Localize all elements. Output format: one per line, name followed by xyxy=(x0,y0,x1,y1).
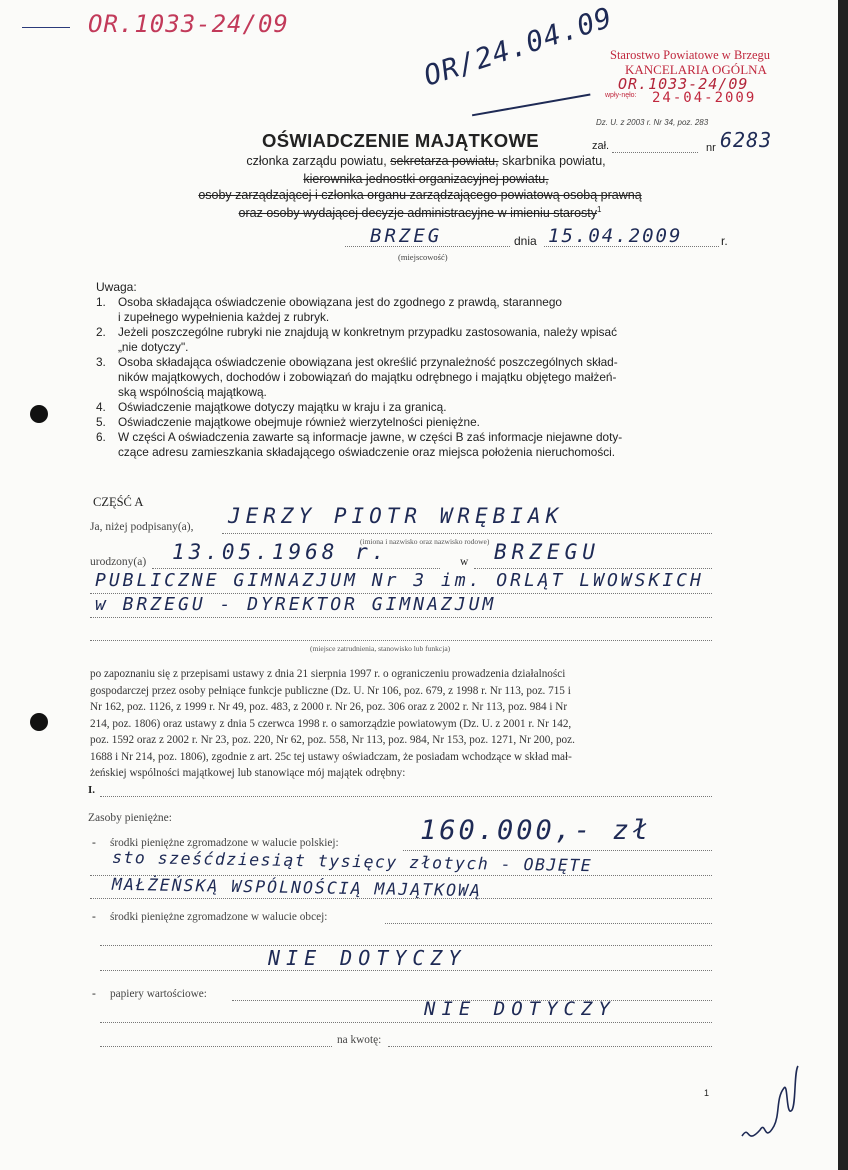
subtitle-sekretarz: sekretarza powiatu, xyxy=(390,154,499,168)
paragraph-line: gospodarczej przez osoby pełniące funkcje publiczne (Dz. U. Nr 106, poz. 679, z 1998 r. Nr 113, poz. 715 i xyxy=(90,684,571,697)
legal-reference: Dz. U. z 2003 r. Nr 34, poz. 283 xyxy=(596,118,709,127)
section-roman: I. xyxy=(88,784,96,796)
footnote-mark: 1 xyxy=(597,205,602,214)
document-title: OŚWIADCZENIE MAJĄTKOWE xyxy=(262,130,539,151)
nr-label: nr xyxy=(706,142,716,154)
note-line: Osoba składająca oświadczenie obowiązana jest określić przynależność poszczególnych skład- xyxy=(118,355,618,369)
scan-edge xyxy=(838,0,848,1170)
page-number: 1 xyxy=(704,1088,710,1098)
place-value: BRZEG xyxy=(370,225,443,247)
paragraph-line: 214, poz. 1806) oraz ustawy z dnia 5 czerwca 1998 r. o samorządzie powiatowym (Dz. U. z 2001 r. Nr 142, xyxy=(90,717,572,730)
securities-label: papiery wartościowe: xyxy=(110,988,207,1000)
note-line: W części A oświadczenia zawarte są informacje jawne, w części B zaś informacje niejawne doty- xyxy=(118,430,623,444)
nr-value: 6283 xyxy=(720,128,773,152)
dnia-label: dnia xyxy=(514,234,537,248)
note-item xyxy=(96,400,736,415)
note-line: ników majątkowych, dochodów i zobowiązań do majątku odrębnego i majątku objętego małżeń- xyxy=(118,370,617,384)
subtitle-zarzad: członka zarządu powiatu, xyxy=(246,154,387,168)
paragraph-line: poz. 1592 oraz z 2002 r. Nr 23, poz. 220, Nr 62, poz. 558, Nr 113, poz. 984, Nr 153, poz. 1271, Nr 200, poz. xyxy=(90,734,575,746)
kwota-dots-left xyxy=(100,1046,332,1047)
paragraph-line: Nr 162, poz. 1126, z 1999 r. Nr 49, poz. 483, z 2000 r. Nr 26, poz. 306 oraz z 2002 r. Nr 113, poz. 984 i Nr xyxy=(90,701,568,713)
notes-list xyxy=(96,295,736,460)
securities-dots xyxy=(100,1022,712,1023)
born-label: urodzony(a) xyxy=(90,556,147,568)
note-number: 3. xyxy=(96,355,106,369)
note-line: „nie dotyczy". xyxy=(118,340,189,354)
ja-label: Ja, niżej podpisany(a), xyxy=(90,521,194,533)
stamp-office: Starostwo Powiatowe w Brzegu xyxy=(610,48,771,62)
note-item xyxy=(96,430,736,460)
paragraph-line: po zapoznaniu się z przepisami ustawy z dnia 21 sierpnia 1997 r. o ograniczeniu prowadzenia działalności xyxy=(90,668,566,680)
note-line: ską wspólnością majątkową. xyxy=(118,385,267,399)
note-line: Jeżeli poszczególne rubryki nie znajdują w konkretnym przypadku zastosowania, należy wpisać xyxy=(118,325,617,339)
employment-dots-3 xyxy=(90,640,712,641)
note-line: Oświadczenie majątkowe dotyczy majątku w kraju i za granicą. xyxy=(118,400,447,414)
paragraph-line: żeńskiej wspólności majątkowej lub stanowiące mój majątek odrębny: xyxy=(90,767,406,779)
subtitle-starosta-text: oraz osoby wydającej decyzje administracyjne w imieniu starosty xyxy=(238,206,598,221)
note-item xyxy=(96,355,736,400)
note-number: 5. xyxy=(96,415,106,429)
stamp-received-label: wpły-nęło: xyxy=(605,92,637,99)
note-number: 2. xyxy=(96,325,106,339)
foreign-label: środki pieniężne zgromadzone w walucie obcej: xyxy=(110,911,328,923)
zasoby-label: Zasoby pieniężne: xyxy=(88,812,172,824)
signature-scribble xyxy=(736,1058,806,1148)
note-item xyxy=(96,295,736,325)
paragraph-line: 1688 i Nr 214, poz. 1806), zgodnie z art. 25c tej ustawy oświadczam, że posiadam wchodzące w skład mał- xyxy=(90,750,572,763)
subtitle xyxy=(186,152,666,188)
pln-line xyxy=(403,850,712,851)
foreign-dots-2 xyxy=(100,970,712,971)
name-caption: (imiona i nazwisko oraz nazwisko rodowe) xyxy=(360,537,490,546)
note-line: i zupełnego wypełnienia każdej z rubryk. xyxy=(118,310,330,324)
dash: - xyxy=(92,911,96,923)
place-caption: (miejscowość) xyxy=(398,252,448,262)
date-suffix: r. xyxy=(721,234,728,248)
foreign-line xyxy=(385,923,712,924)
note-number: 6. xyxy=(96,430,106,444)
registry-stamp xyxy=(600,48,805,113)
pln-dots-2 xyxy=(90,898,712,899)
zal-label: zał. xyxy=(592,140,610,152)
part-a-heading: CZĘŚĆ A xyxy=(93,495,144,509)
w-label: w xyxy=(460,556,469,568)
dash: - xyxy=(92,988,96,1000)
note-number: 4. xyxy=(96,400,106,414)
na-kwote-label: na kwotę: xyxy=(337,1034,382,1046)
kwota-dots-right xyxy=(388,1046,712,1047)
born-date-line xyxy=(152,568,440,569)
note-item xyxy=(96,415,736,430)
note-line: czące adresu zamieszkania składającego oświadczenie oraz miejsca położenia nieruchomości. xyxy=(118,445,616,459)
ref-line xyxy=(22,27,70,28)
name-line xyxy=(222,533,712,534)
section-dots xyxy=(100,796,712,797)
pln-words-1: sto sześćdziesiąt tysięcy złotych - OBJĘTE xyxy=(111,847,593,876)
note-item xyxy=(96,325,736,355)
subtitle-starosta xyxy=(150,205,690,220)
employment-caption: (miejsce zatrudnienia, stanowisko lub funkcja) xyxy=(310,644,451,653)
note-number: 1. xyxy=(96,295,106,309)
subtitle-osoby: osoby zarządzającej i członka organu zarządzającego powiatową osobą prawną xyxy=(198,188,642,202)
employment-line-2: w BRZEGU - DYREKTOR GIMNAZJUM xyxy=(95,594,497,615)
date-value: 15.04.2009 xyxy=(548,225,683,247)
born-date: 13.05.1968 r. xyxy=(172,540,389,564)
foreign-value: NIE DOTYCZY xyxy=(268,946,467,970)
uwaga-title: Uwaga: xyxy=(96,280,137,294)
note-line: Osoba składająca oświadczenie obowiązana jest do zgodnego z prawdą, starannego xyxy=(118,295,562,309)
signature-scribble xyxy=(470,80,591,117)
note-line: Oświadczenie majątkowe obejmuje również wierzytelności pieniężne. xyxy=(118,415,480,429)
subtitle-kierownik: kierownika jednostki organizacyjnej powiatu, xyxy=(303,172,549,186)
pln-words-2: MAŁŻEŃSKĄ WSPÓLNOŚCIĄ MAJĄTKOWĄ xyxy=(111,874,483,901)
top-reference: OR.1033-24/09 xyxy=(88,10,289,38)
pln-amount: 160.000,- zł xyxy=(420,815,652,846)
born-place: BRZEGU xyxy=(494,540,600,564)
securities-value: NIE DOTYCZY xyxy=(424,998,616,1020)
punch-hole xyxy=(30,713,48,731)
employment-dots-2 xyxy=(90,617,712,618)
employment-line-1: PUBLICZNE GIMNAZJUM Nr 3 im. ORLĄT LWOWSKICH xyxy=(95,570,704,591)
declarant-name: JERZY PIOTR WRĘBIAK xyxy=(228,504,564,528)
dash: - xyxy=(92,837,96,849)
subtitle-skarbnik: skarbnika powiatu, xyxy=(502,154,606,168)
stamp-date: 24-04-2009 xyxy=(652,90,757,106)
legal-paragraph xyxy=(90,666,720,782)
stamp-dept: KANCELARIA OGÓLNA xyxy=(625,62,767,77)
born-place-line xyxy=(474,568,712,569)
pln-label: środki pieniężne zgromadzone w walucie polskiej: xyxy=(110,837,339,849)
handwritten-reference: OR/24.04.09 xyxy=(419,0,617,93)
stamp-number: OR.1033-24/09 xyxy=(618,75,749,93)
punch-hole xyxy=(30,405,48,423)
